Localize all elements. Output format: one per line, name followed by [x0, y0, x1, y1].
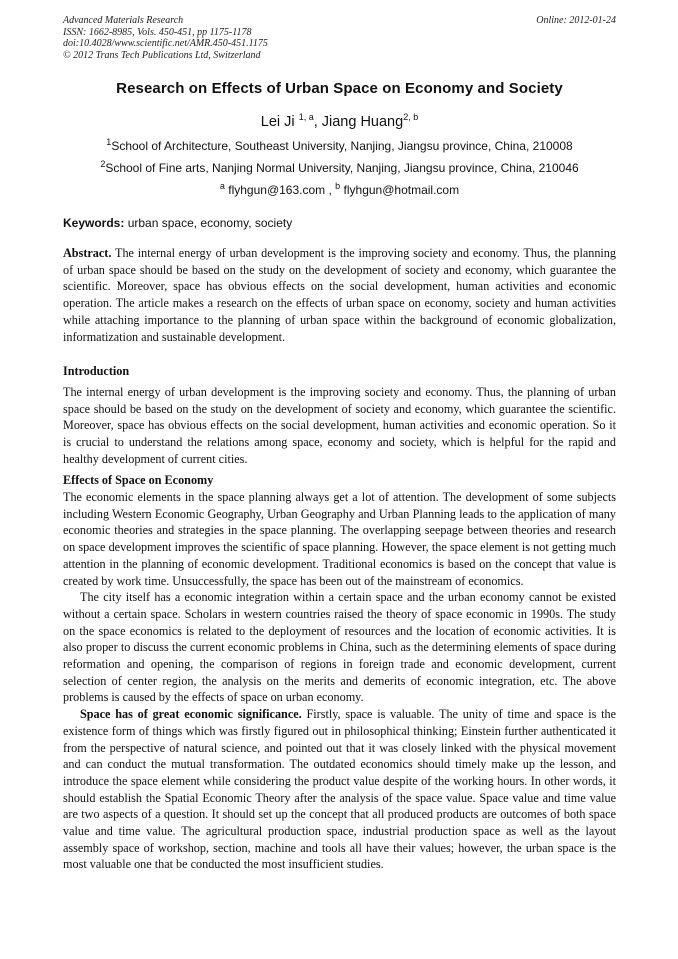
online-date: Online: 2012-01-24 [536, 15, 616, 26]
abstract-section [63, 245, 616, 345]
introduction-paragraph: The internal energy of urban development is the improving society and economy. Thus, the planning of urban space should be based on the study on the development of society and economy, which guarantee the scientific. Moreover, space has obvious effects on the social development, human activities and economic operation. So it is crucial to understand the relations among space, economy and society, which is helpful for the rapid and healthy development of current cities. [63, 385, 616, 466]
author-line [63, 112, 616, 130]
affiliation-text: School of Fine arts, Nanjing Normal University, Nanjing, Jiangsu province, China, 210046 [105, 161, 579, 175]
effects-section [63, 489, 616, 873]
effects-paragraph-1: The economic elements in the space planning always get a lot of attention. The development of some subjects including Western Economic Geography, Urban Geography and Urban Planning leads to the application of many economic theories and strategies in the space planning. The overlapping seepage between theories and research on space development improves the scientific of space planning. However, the space element is not getting much attention in the planning of economic development. Traditional economics is based on the concept that value is created by work time. Unsuccessfully, the space has been out of the mainstream of economics. [63, 490, 616, 588]
keywords-label: Keywords: [63, 216, 125, 230]
doi-line: doi:10.4028/www.scientific.net/AMR.450-451.1175 [63, 38, 268, 49]
author-name: Lei Ji [260, 113, 295, 130]
affiliation-1 [63, 137, 616, 153]
email-separator: , [325, 183, 336, 197]
paragraph-lead: Space has of great economic significance. [80, 707, 302, 722]
email-superscript: a [219, 181, 225, 191]
author-superscript: 1, a [298, 112, 314, 122]
email-line [63, 181, 616, 197]
abstract-label: Abstract. [63, 246, 112, 260]
author-superscript: 2, b [403, 112, 419, 122]
effects-paragraph-2: The city itself has a economic integration within a certain space and the urban economy cannot be existed without a certain space. Scholars in western countries raised the theory of space economic in 1990s. The study on the space economics is related to the deployment of resources and the location of economic activities. It is also proper to discuss the current economic problems in China, such as the determining elements of space during reformation and opening, the comparison of regions in foreign trade and economic development, current selection of center region, the analysis on the merits and demerits of economic integration, etc. The above problems is caused by the effects of space on urban economy. [63, 590, 616, 705]
author-name: Jiang Huang [321, 113, 404, 130]
paragraph-body: Firstly, space is valuable. The unity of time and space is the existence form of things which was firstly figured out in philosophical thinking; Einstein further authenticated it from the perspective of natural science, and pointed out that it was closely linked with the physical movement and can conduct the mutual transformation. The outdated economics should timely make up the lesson, and introduce the space element while considering the product value despite of the working hours. In other words, it should establish the Spatial Economic Theory after the analysis of the space value. Space value and time value are two aspects of a question. It should set up the concept that all produced products are outcomes of both space value and time value. The agricultural production space, industrial production space as well as the layout assembly space of workshop, section, machine and tools all have their values; however, the urban space is the most valuable one that be conducted the most insufficient studies. [63, 707, 616, 872]
email-link[interactable]: flyhgun@hotmail.com [343, 183, 460, 197]
affiliation-superscript: 2 [100, 159, 106, 169]
author-separator: , [313, 113, 322, 130]
email-link[interactable]: flyhgun@163.com [228, 183, 326, 197]
affiliation-superscript: 1 [106, 137, 112, 147]
keywords-line [63, 216, 616, 230]
introduction-heading: Introduction [63, 364, 130, 378]
journal-header [63, 15, 616, 61]
keywords-text: urban space, economy, society [124, 216, 293, 230]
effects-heading: Effects of Space on Economy [63, 473, 214, 487]
email-superscript: b [335, 181, 341, 191]
abstract-text: The internal energy of urban development is the improving society and economy. Thus, the planning of urban space should be based on the study on the development of society and economy, which guarantee the scientific. Moreover, space has obvious effects on the social development, human activities and economic operation. The article makes a research on the effects of urban space on economy, society and human activities while attaching importance to the planning of urban space within the background of economic globalization, informatization and sustainable development. [63, 246, 616, 344]
affiliation-2 [63, 159, 616, 175]
journal-name: Advanced Materials Research [63, 15, 184, 26]
copyright-line: © 2012 Trans Tech Publications Ltd, Switzerland [63, 49, 261, 61]
effects-paragraph-3 [63, 706, 616, 873]
issn-line: ISSN: 1662-8985, Vols. 450-451, pp 1175-1178 [63, 26, 252, 38]
affiliation-text: School of Architecture, Southeast University, Nanjing, Jiangsu province, China, 210008 [111, 139, 573, 153]
paper-title: Research on Effects of Urban Space on Economy and Society [116, 80, 563, 97]
introduction-section [63, 384, 616, 468]
